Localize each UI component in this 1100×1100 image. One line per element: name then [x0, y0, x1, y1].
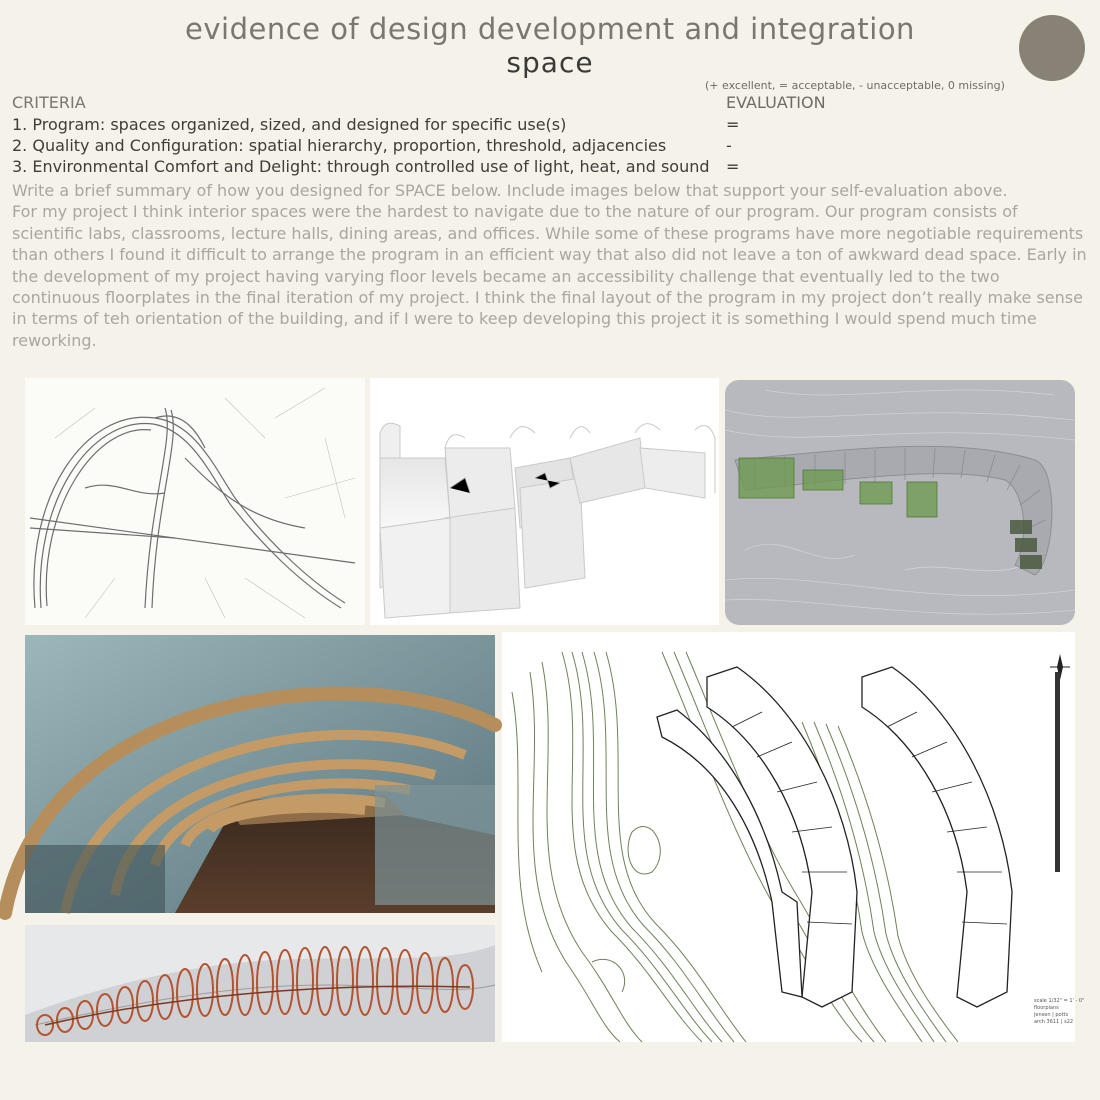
page-title: evidence of design development and integration	[185, 12, 915, 46]
grade-circle	[1019, 15, 1085, 81]
interior-render-image	[25, 635, 495, 913]
summary-body: For my project I think interior spaces were the hardest to navigate due to the nature of our program. Our program consists of scientific labs, classrooms, lecture halls, dining areas, and offices. While some of these programs have more negotiable requirements than others I found it difficult to arrange the program in an efficient way that also did not leave a ton of awkward dead space. Early in the development of my project having varying floor levels became an accessibility challenge that eventually led to the two continuous floorplates in the final iteration of my project. I think the final layout of the program in my project don’t really make sense in terms of teh orientation of the building, and if I were to keep developing this project it is something I would spend much time reworking.	[12, 202, 1087, 350]
structural-ribs-image	[25, 925, 495, 1042]
evaluation-legend: (+ excellent, = acceptable, - unacceptable, 0 missing)	[705, 79, 1005, 92]
scale-note-1: scale 1/32" = 1' - 0"	[1034, 998, 1085, 1004]
criterion-1-mark: =	[726, 115, 740, 134]
criterion-2-mark: -	[726, 136, 732, 155]
criteria-heading: CRITERIA	[12, 93, 86, 112]
criterion-3-mark: =	[726, 157, 740, 176]
site-model-image	[725, 380, 1075, 625]
scale-note-3: jensen | potts	[1034, 1012, 1069, 1018]
concept-sketch-image	[25, 378, 365, 625]
scale-note-4: arch 3611 | s22	[1034, 1019, 1074, 1025]
section-model-image	[370, 378, 719, 625]
evaluation-heading: EVALUATION	[726, 93, 826, 112]
page-subtitle: space	[506, 46, 594, 79]
criterion-1: 1. Program: spaces organized, sized, and designed for specific use(s)	[12, 115, 567, 134]
summary-text	[12, 180, 1087, 351]
scale-note-2: floorplans	[1034, 1005, 1059, 1011]
floor-plan-image	[502, 632, 1085, 1042]
summary-prompt: Write a brief summary of how you designed for SPACE below. Include images below that support your self-evaluation above.	[12, 181, 1008, 200]
criterion-3: 3. Environmental Comfort and Delight: through controlled use of light, heat, and sound	[12, 157, 710, 176]
criterion-2: 2. Quality and Configuration: spatial hierarchy, proportion, threshold, adjacencies	[12, 136, 667, 155]
